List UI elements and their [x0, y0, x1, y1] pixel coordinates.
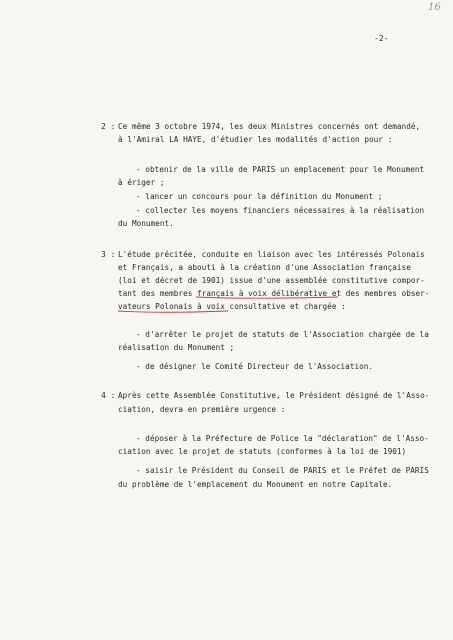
list-item-line: réalisation du Monument ;	[118, 343, 235, 352]
paragraph-line: (loi et décret de 1901) issue d'une assemblée constitutive compor-	[118, 276, 425, 285]
section-number: 3 :	[101, 250, 116, 259]
list-item-line: - lancer un concours pour la définition du Monument ;	[136, 192, 383, 201]
paragraph-line: Après cette Assemblée Constitutive, le Président désigné de l'Asso-	[118, 391, 430, 400]
list-item-line: ciation avec le projet de statuts (conformes à la loi de 1901)	[118, 447, 407, 456]
page-number: -2-	[374, 34, 389, 43]
list-item-line: du problème de l'emplacement du Monument en notre Capitale.	[118, 480, 393, 489]
paragraph-line: Ce même 3 octobre 1974, les deux Ministres concernés ont demandé,	[118, 122, 421, 131]
paragraph-line: et Français, a abouti à la création d'une Association française	[118, 263, 411, 272]
list-item-line: - d'arrêter le projet de statuts de l'Association chargée de la	[136, 330, 429, 339]
list-item-line: - déposer à la Préfecture de Police la "déclaration" de l'Asso-	[136, 434, 429, 443]
corner-page-note: 16	[428, 2, 441, 13]
paragraph-line: L'étude précitée, conduite en liaison avec les intéressés Polonais	[118, 250, 425, 259]
paragraph-line: ciation, devra en première urgence :	[118, 405, 286, 414]
paragraph-line: vateurs Polonais à voix consultative et chargée :	[118, 302, 346, 311]
list-item-line: - de désigner le Comité Directeur de l'Association.	[136, 362, 374, 371]
list-item-line: - saisir le Président du Conseil de PARIS et le Préfet de PARIS	[136, 466, 429, 475]
paragraph-line: tant des membres français à voix délibérative et des membres obser-	[118, 289, 430, 298]
paragraph-line: à l'Amiral LA HAYE, d'étudier les modalités d'action pour :	[118, 135, 393, 144]
list-item-line: du Monument.	[118, 219, 174, 228]
list-item-line: à ériger ;	[118, 178, 165, 187]
section-number: 4 :	[101, 391, 116, 400]
list-item-line: - obtenir de la ville de PARIS un emplacement pour le Monument	[136, 165, 425, 174]
section-number: 2 :	[101, 122, 116, 131]
list-item-line: - collecter les moyens financiers nécessaires à la réalisation	[136, 206, 425, 215]
